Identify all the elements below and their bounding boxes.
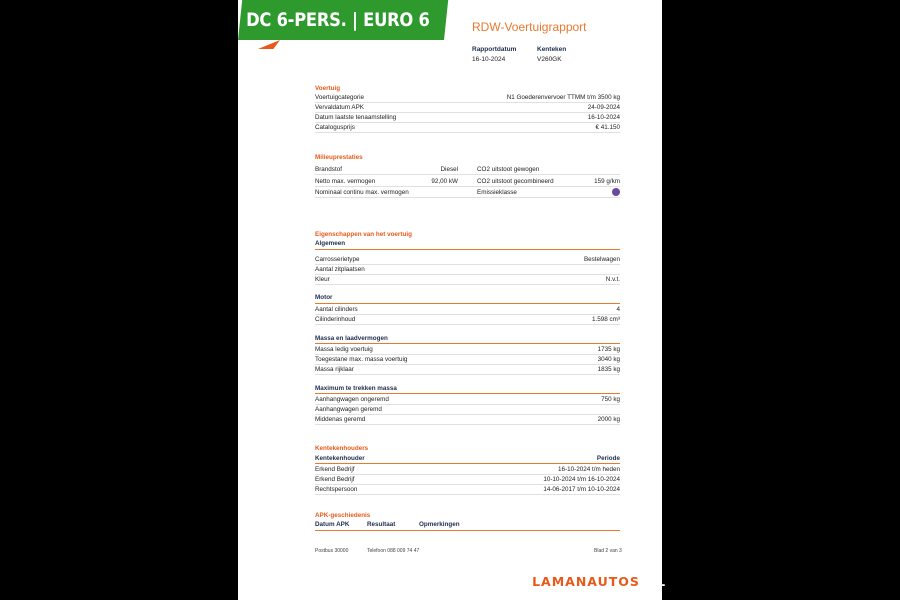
table-row xyxy=(315,113,620,123)
site-suffix: .NL xyxy=(639,574,667,589)
row-label: Massa ledig voertuig xyxy=(315,346,373,353)
divider xyxy=(315,393,620,394)
row-label: Kleur xyxy=(315,276,330,283)
row-label: Carrosserietype xyxy=(315,256,360,263)
table-row xyxy=(315,103,620,113)
table-row xyxy=(315,188,620,198)
row-value-2: 159 g/km xyxy=(594,178,620,185)
row-label: Datum laatste tenaamstelling xyxy=(315,114,397,121)
table-row xyxy=(315,415,620,425)
table-row xyxy=(315,475,620,485)
row-label-2: CO2 uitstoot gecombineerd xyxy=(477,178,554,185)
row-label: Aantal zitplaatsen xyxy=(315,266,365,273)
row-label: Massa rijklaar xyxy=(315,366,354,373)
row-label: Rechtspersoon xyxy=(315,486,358,493)
row-value: 1.598 cm³ xyxy=(592,316,620,323)
row-value: 16-10-2024 xyxy=(587,114,620,121)
dealer-logo xyxy=(246,569,439,593)
table-row xyxy=(315,305,620,315)
row-label: Nominaal continu max. vermogen xyxy=(315,189,409,196)
report-date-label: Rapportdatum xyxy=(472,46,517,53)
divider xyxy=(315,249,620,250)
report-date: 16-10-2024 xyxy=(472,56,506,63)
report-page xyxy=(238,0,662,600)
table-row xyxy=(315,265,620,275)
row-value: 92,00 kW xyxy=(431,178,458,185)
divider xyxy=(315,343,620,344)
plate-label: Kenteken xyxy=(537,46,567,53)
footer-postbus: Postbus 30000 xyxy=(315,548,349,554)
subsection-algemeen-heading: Algemeen xyxy=(315,240,346,247)
column-header-houder: Kentekenhouder xyxy=(315,455,365,462)
subsection-motor-heading: Motor xyxy=(315,294,333,301)
row-label: Catalogusprijs xyxy=(315,124,355,131)
divider xyxy=(315,530,620,531)
row-label: Middenas geremd xyxy=(315,416,366,423)
column-header-periode: Periode xyxy=(596,455,620,462)
report-title: RDW-Voertuigrapport xyxy=(472,20,587,34)
emission-class-badge xyxy=(612,188,620,196)
table-row xyxy=(315,485,620,495)
row-label-2: Emissieklasse xyxy=(477,189,517,196)
site-highlight: LAMANAUTOS xyxy=(532,574,640,589)
row-value: N.v.t. xyxy=(605,276,620,283)
row-label: Netto max. vermogen xyxy=(315,178,376,185)
table-row xyxy=(315,355,620,365)
row-label: Brandstof xyxy=(315,166,342,173)
section-houders-heading: Kentekenhouders xyxy=(315,445,369,452)
footer-telefoon: Telefoon 088 009 74 47 xyxy=(367,548,420,554)
table-row xyxy=(315,177,620,187)
row-label: Voertuigcategorie xyxy=(315,94,365,101)
row-label: Erkend Bedrijf xyxy=(315,476,355,483)
column-header-resultaat: Resultaat xyxy=(367,521,396,528)
dealer-website xyxy=(483,574,666,589)
table-row xyxy=(315,275,620,285)
section-milieu-heading: Milieuprestaties xyxy=(315,154,363,161)
row-label: Erkend Bedrijf xyxy=(315,466,355,473)
row-value: 24-09-2024 xyxy=(587,104,620,111)
row-value: 4 xyxy=(616,306,620,313)
table-row xyxy=(315,165,620,175)
table-row xyxy=(315,405,620,415)
row-label: Aanhangwagen ongeremd xyxy=(315,396,389,403)
row-label: Cilinderinhoud xyxy=(315,316,356,323)
table-row xyxy=(315,315,620,325)
logo-text-left: LAMAN xyxy=(246,569,331,593)
footer-page-number: Blad 2 van 3 xyxy=(594,548,622,554)
row-label-2: CO2 uitstoot gewogen xyxy=(477,166,540,173)
column-header-datum: Datum APK xyxy=(315,521,350,528)
row-value: N1 Goederenvervoer TTMM t/m 3500 kg xyxy=(506,94,620,101)
promo-banner-text: DC 6-PERS. | EURO 6 xyxy=(246,9,430,31)
row-value: 10-10-2024 t/m 16-10-2024 xyxy=(543,476,620,483)
logo-text-right: AUTO'S xyxy=(348,569,439,593)
column-header-opmerkingen: Opmerkingen xyxy=(419,521,460,528)
table-row xyxy=(315,465,620,475)
promo-banner xyxy=(238,0,448,40)
section-voertuig-heading: Voertuig xyxy=(315,85,341,92)
row-label: Aantal cilinders xyxy=(315,306,358,313)
row-value: 14-06-2017 t/m 10-10-2024 xyxy=(543,486,620,493)
table-row xyxy=(315,93,620,103)
row-value: 1735 kg xyxy=(597,346,620,353)
row-value: € 41.150 xyxy=(595,124,620,131)
row-label: Vervaldatum APK xyxy=(315,104,365,111)
row-value: 3040 kg xyxy=(597,356,620,363)
table-row xyxy=(315,395,620,405)
table-row xyxy=(315,255,620,265)
row-value: 2000 kg xyxy=(597,416,620,423)
section-apk-heading: APK-geschiedenis xyxy=(315,512,371,519)
site-prefix: WWW. xyxy=(483,574,533,589)
row-value: Bestelwagen xyxy=(583,256,620,263)
divider xyxy=(315,303,620,304)
row-label: Toegestane max. massa voertuig xyxy=(315,356,408,363)
plate-number: V260GK xyxy=(537,56,562,63)
row-label: Aanhangwagen geremd xyxy=(315,406,382,413)
subsection-trekken-heading: Maximum te trekken massa xyxy=(315,385,397,392)
divider xyxy=(315,463,620,464)
row-value: Diesel xyxy=(440,166,458,173)
logo-mark-icon xyxy=(332,573,348,589)
subsection-massa-heading: Massa en laadvermogen xyxy=(315,335,388,342)
row-value: 1835 kg xyxy=(597,366,620,373)
table-row xyxy=(315,345,620,355)
section-eigenschappen-heading: Eigenschappen van het voertuig xyxy=(315,231,412,238)
row-value: 16-10-2024 t/m heden xyxy=(558,466,620,473)
table-row xyxy=(315,365,620,375)
row-value: 750 kg xyxy=(601,396,620,403)
table-row xyxy=(315,123,620,133)
flame-decoration xyxy=(258,40,280,49)
